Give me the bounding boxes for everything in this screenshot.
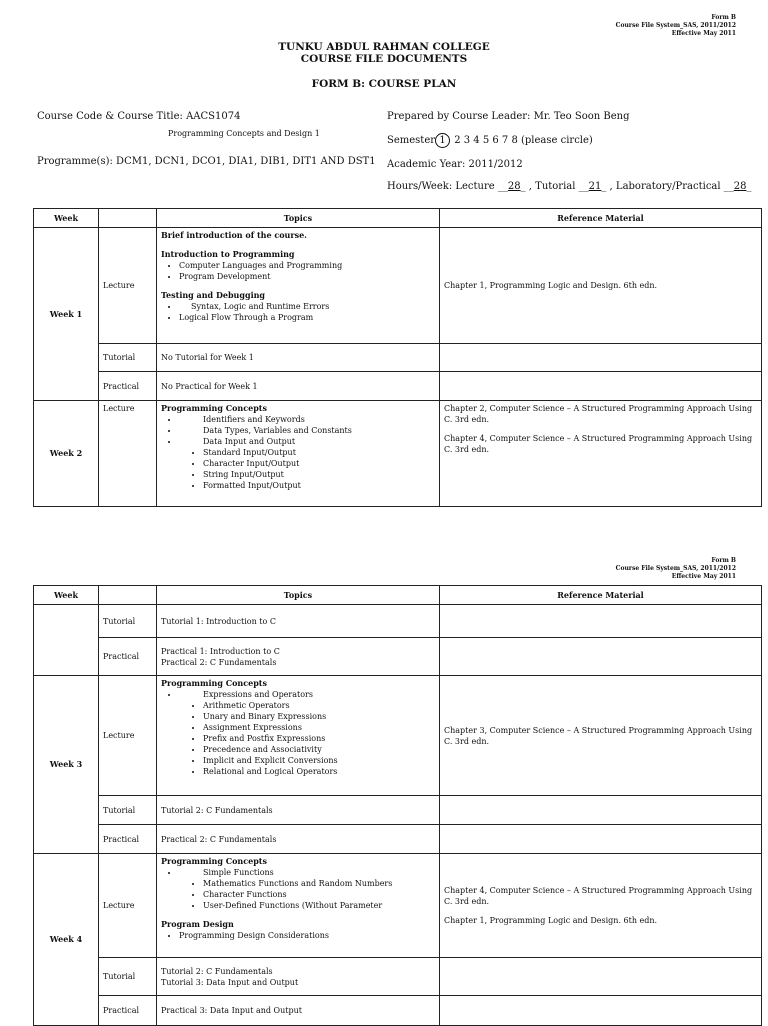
session-type: Tutorial [99,344,157,372]
col-reference-header: Reference Material [440,209,762,228]
reference-cell [440,958,762,996]
topic-intro: Brief introduction of the course. [161,230,307,240]
topics-cell [157,228,440,344]
list-item: • Logical Flow Through a Program [179,312,435,323]
table-row [34,401,762,507]
topic-line: Tutorial 3: Data Input and Output [161,977,299,987]
form-header [616,14,736,38]
col-week-header: Week [34,209,99,228]
prepared-by: Prepared by Course Leader: Mr. Teo Soon Beng [387,111,630,122]
document-title: COURSE FILE DOCUMENTS [300,53,468,65]
hours-row: Hours/Week: Lecture __28_ , Tutorial __21_ , Laboratory/Practical __28_ [387,181,752,192]
programmes-label: Programme(s): [37,156,113,167]
session-type: Tutorial [99,796,157,825]
reference-cell [440,825,762,854]
course-title: Programming Concepts and Design 1 [168,129,320,138]
topics-cell [157,676,440,796]
list-item: • Syntax, Logic and Runtime Errors [179,301,435,312]
table-row [34,344,762,372]
list-item: • Expressions and Operators [179,689,435,700]
list-item: • Data Input and Output [179,436,435,447]
col-week-header: Week [34,586,99,605]
session-type: Lecture [99,228,157,344]
table-row [34,958,762,996]
reference-cell [440,401,762,507]
course-code-label: Course Code & Course Title: [37,111,183,122]
table-row [34,796,762,825]
topics-cell [157,958,440,996]
topic-heading: Programming Concepts [161,403,267,413]
week-cell: Week 1 [34,228,99,401]
course-plan-table-page-2 [33,585,762,1026]
table-row [34,638,762,676]
list-item: • Arithmetic Operators [203,700,435,711]
table-header-row [34,209,762,228]
semester-selected: 1 [435,133,450,148]
form-header-page-2 [616,557,736,581]
col-topics-header: Topics [157,586,440,605]
topic-list [161,867,435,878]
course-code-row [37,111,240,123]
hours-practical-label: Laboratory/Practical [615,181,721,192]
session-type: Practical [99,372,157,401]
reference-text: Chapter 2, Computer Science – A Structured Programming Approach Using C. 3rd edn. [444,404,753,424]
week-cell: Week 2 [34,401,99,507]
list-item: • Computer Languages and Programming [179,260,435,271]
topic-sublist [161,447,435,491]
col-type-header [99,586,157,605]
topic-line: Tutorial 2: C Fundamentals [161,966,273,976]
topic-list [161,260,435,282]
list-item: • User-Defined Functions (Without Parameter [203,900,435,911]
programmes-row [37,156,376,168]
form-header-line: Effective May 2011 [671,30,736,37]
list-item: • Prefix and Postfix Expressions [203,733,435,744]
session-type: Lecture [99,854,157,958]
table-row [34,854,762,958]
hours-tutorial-label: Tutorial [535,181,576,192]
topics-cell: No Practical for Week 1 [157,372,440,401]
reference-cell [440,344,762,372]
col-topics-header: Topics [157,209,440,228]
hours-tutorial: 21 [588,181,602,192]
semester-row [387,133,593,148]
form-header-line: Form B [711,14,736,21]
reference-text: Chapter 1, Programming Logic and Design. 6th edn. [444,916,658,925]
col-type-header [99,209,157,228]
topic-line: Practical 2: C Fundamentals [161,657,277,667]
form-header-line: Course File System_SAS, 2011/2012 [615,22,736,29]
list-item: • Mathematics Functions and Random Numbers [203,878,435,889]
topic-heading: Testing and Debugging [161,290,266,300]
topics-cell: Tutorial 1: Introduction to C [157,605,440,638]
week-cell: Week 3 [34,676,99,854]
reference-cell [440,605,762,638]
table-header-row [34,586,762,605]
list-item: • Unary and Binary Expressions [203,711,435,722]
list-item: • Character Functions [203,889,435,900]
form-title: FORM B: COURSE PLAN [311,78,457,90]
form-header-line: Form B [711,557,736,564]
table-row [34,825,762,854]
list-item: • Formatted Input/Output [203,480,435,491]
session-type: Tutorial [99,958,157,996]
topic-list [161,930,435,941]
topics-cell: Practical 2: C Fundamentals [157,825,440,854]
topics-cell [157,638,440,676]
table-row [34,372,762,401]
form-header-line: Effective May 2011 [671,573,736,580]
topics-cell [157,854,440,958]
session-type: Practical [99,638,157,676]
college-name: TUNKU ABDUL RAHMAN COLLEGE [278,41,490,53]
list-item: • String Input/Output [203,469,435,480]
topic-heading: Introduction to Programming [161,249,295,259]
table-row [34,676,762,796]
list-item: • Implicit and Explicit Conversions [203,755,435,766]
reference-text: Chapter 4, Computer Science – A Structured Programming Approach Using C. 3rd edn. [444,886,753,906]
topic-sublist [161,700,435,777]
list-item: • Simple Functions [179,867,435,878]
semester-options: 2 3 4 5 6 7 8 (please circle) [454,135,593,146]
academic-year: Academic Year: 2011/2012 [387,159,523,170]
topics-cell [157,401,440,507]
hours-practical: 28 [733,181,747,192]
topics-cell: No Tutorial for Week 1 [157,344,440,372]
reference-cell [440,796,762,825]
table-row [34,996,762,1026]
week-cell: Week 4 [34,854,99,1026]
course-code: AACS1074 [186,111,241,122]
reference-cell: Chapter 1, Programming Logic and Design. 6th edn. [440,228,762,344]
hours-lecture: 28 [507,181,521,192]
list-item: • Assignment Expressions [203,722,435,733]
course-plan-table-page-1 [33,208,762,507]
list-item: • Data Types, Variables and Constants [179,425,435,436]
reference-text: Chapter 4, Computer Science – A Structured Programming Approach Using C. 3rd edn. [444,434,753,454]
list-item: • Relational and Logical Operators [203,766,435,777]
list-item: • Program Development [179,271,435,282]
topics-cell: Tutorial 2: C Fundamentals [157,796,440,825]
reference-cell [440,638,762,676]
reference-cell [440,854,762,958]
session-type: Lecture [99,676,157,796]
list-item: • Standard Input/Output [203,447,435,458]
topics-cell: Practical 3: Data Input and Output [157,996,440,1026]
col-reference-header: Reference Material [440,586,762,605]
session-type: Tutorial [99,605,157,638]
programmes-list: DCM1, DCN1, DCO1, DIA1, DIB1, DIT1 AND DST1 [116,156,376,167]
topic-heading: Programming Concepts [161,678,267,688]
topic-heading: Programming Concepts [161,856,267,866]
topic-line: Practical 1: Introduction to C [161,646,280,656]
hours-lecture-label: Hours/Week: Lecture [387,181,495,192]
form-header-line: Course File System_SAS, 2011/2012 [615,565,736,572]
table-row [34,605,762,638]
list-item: • Precedence and Associativity [203,744,435,755]
topic-list [161,689,435,700]
week-cell [34,605,99,676]
session-type: Practical [99,996,157,1026]
semester-label: Semester [387,135,436,146]
session-type: Practical [99,825,157,854]
reference-cell [440,372,762,401]
list-item: • Programming Design Considerations [179,930,435,941]
reference-cell [440,996,762,1026]
table-row [34,228,762,344]
list-item: • Character Input/Output [203,458,435,469]
topic-sublist [161,878,435,911]
topic-heading: Program Design [161,919,234,929]
reference-cell: Chapter 3, Computer Science – A Structured Programming Approach Using C. 3rd edn. [440,676,762,796]
session-type: Lecture [99,401,157,507]
topic-list [161,414,435,447]
list-item: • Identifiers and Keywords [179,414,435,425]
topic-list [161,301,435,323]
